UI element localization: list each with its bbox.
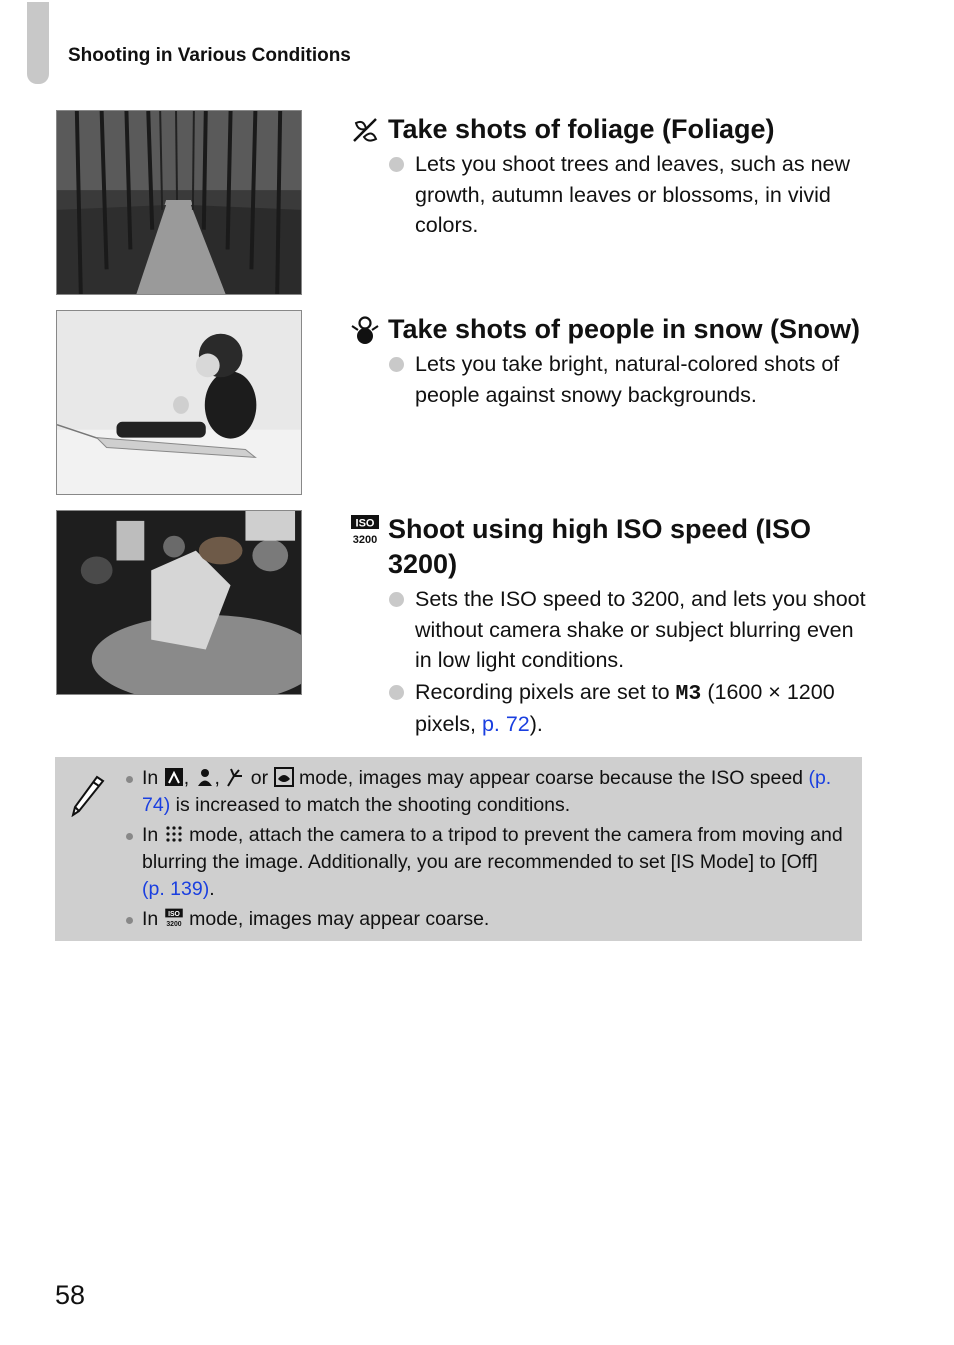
foliage-photo [56, 110, 302, 295]
svg-text:3200: 3200 [166, 921, 182, 928]
iso-3200-icon [164, 908, 184, 928]
long-shutter-icon [164, 824, 184, 844]
bullet-recording-pixels: Recording pixels are set to M3 (1600 × 1200 pixels, p. 72). [388, 677, 870, 740]
note-item: In , , or mode, images may appear coarse because the ISO speed (p. 74) is increased to match the shooting conditions. [123, 765, 843, 819]
night-scene-icon [164, 767, 184, 787]
note-box [55, 757, 862, 941]
bullet-text: Lets you shoot trees and leaves, such as new growth, autumn leaves or blossoms, in vivid colors. [388, 149, 870, 241]
note-item: In ISO 3200 mode, images may appear coarse. [123, 906, 843, 933]
section-title: Take shots of people in snow (Snow) [388, 314, 861, 344]
section-foliage [350, 112, 870, 242]
m3-resolution-icon: M3 [675, 681, 702, 706]
chapter-tab [27, 2, 49, 84]
page-number: 58 [55, 1280, 86, 1310]
snow-photo [56, 310, 302, 495]
note-item: In mode, attach the camera to a tripod to prevent the camera from moving and blurring the image. Additionally, you are recommended to set [IS Mode] to [Off] (p. 139). [123, 822, 843, 903]
svg-text:ISO: ISO [167, 910, 180, 918]
indoor-icon [195, 767, 215, 787]
section-snow [350, 312, 870, 411]
pencil-icon [69, 771, 107, 817]
iso-photo [56, 510, 302, 695]
underwater-icon [274, 767, 294, 787]
section-title: Shoot using high ISO speed (ISO 3200) [388, 514, 812, 579]
bullet-text: Lets you take bright, natural-colored shots of people against snowy backgrounds. [388, 349, 870, 410]
section-iso [350, 512, 870, 741]
iso-3200-icon [350, 512, 388, 547]
section-title: Take shots of foliage (Foliage) [388, 114, 775, 144]
foliage-leaf-icon [350, 112, 388, 147]
page-header: Shooting in Various Conditions [68, 45, 351, 66]
fireworks-party-icon [225, 767, 245, 787]
page-link-72[interactable]: p. 72 [481, 712, 530, 736]
bullet-text: Sets the ISO speed to 3200, and lets you shoot without camera shake or subject blurring even in low light conditions. [388, 584, 870, 676]
svg-text:3200: 3200 [352, 533, 378, 546]
svg-text:ISO: ISO [355, 517, 375, 529]
page-link-74[interactable]: (p. 74) [142, 767, 832, 816]
page-link-139[interactable]: (p. 139) [142, 878, 210, 900]
snowman-icon [350, 312, 388, 347]
